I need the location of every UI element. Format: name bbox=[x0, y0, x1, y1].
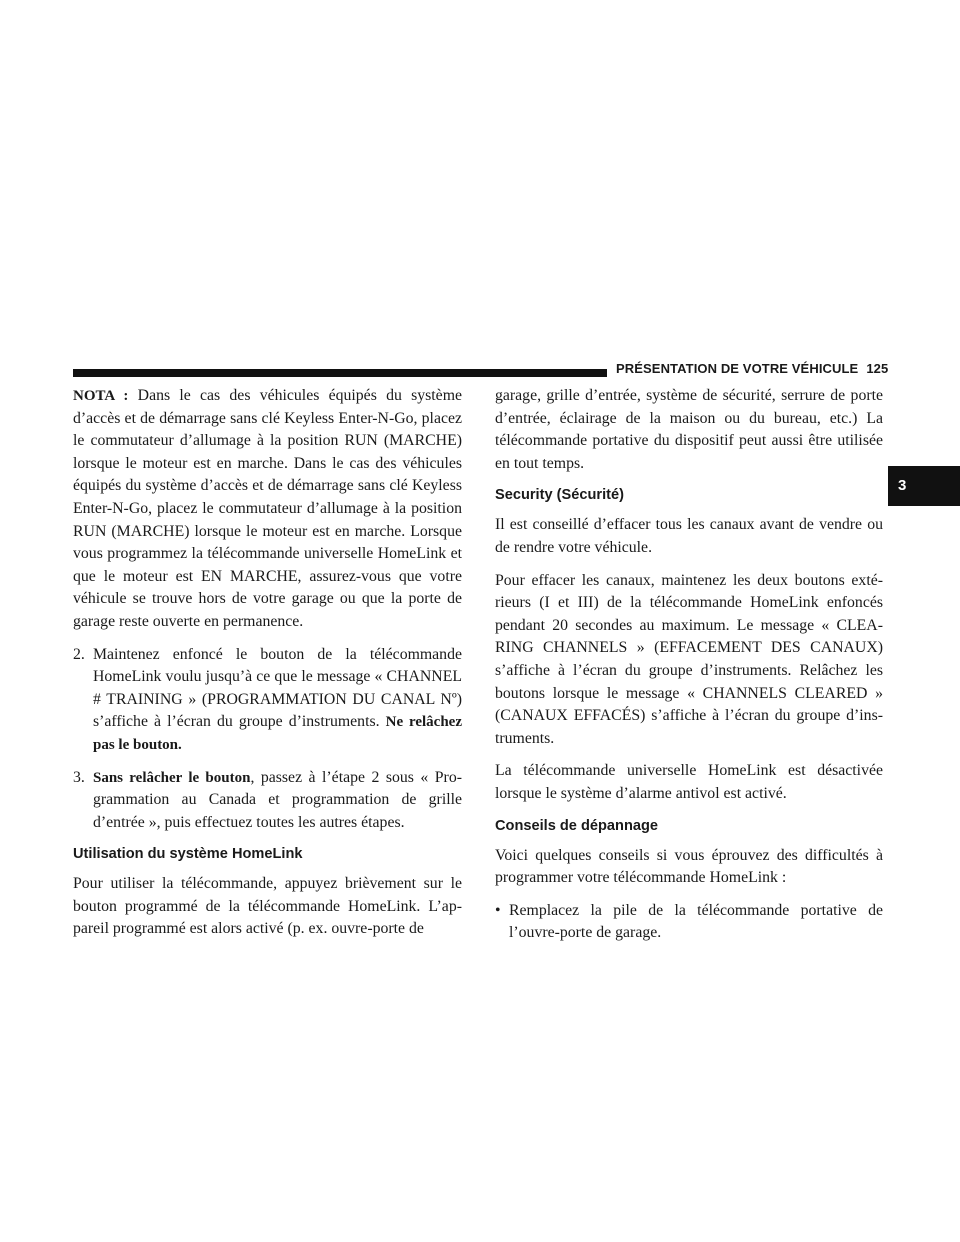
section-title: PRÉSENTATION DE VOTRE VÉHICULE bbox=[616, 361, 859, 376]
nota-text: Dans le cas des véhicules équipés du système d’accès et de démarrage sans clé Keyless Enter-N-Go, placez le commutateur d’allumage à la position RUN (MARCHE) lorsque le moteur est en marche. Dans le cas des véhicules équipés du système d’accès et de démarrage sans clé Keyless Enter-N-Go, placez le commutateur d’allumage à la position RUN (MARCHE) lorsque le moteur est en marche. Lorsque vous programmez la télécommande universelle HomeLink et que le moteur est EN MARCHE, assurez-vous que votre véhicule se trouve hors de votre garage ou que la porte de garage reste ouverte en permanence. bbox=[73, 387, 462, 630]
step-warning: Ne relâchez pas le bouton. bbox=[93, 714, 462, 753]
running-header bbox=[616, 361, 902, 376]
nota-paragraph bbox=[73, 385, 462, 634]
troubleshooting-intro: Voici quelques conseils si vous éprouvez des difficultés à programmer votre télécommande HomeLink : bbox=[495, 846, 883, 887]
chapter-tab bbox=[888, 466, 960, 506]
step-3 bbox=[73, 767, 462, 835]
step-number: 2. bbox=[73, 645, 85, 663]
header-rule bbox=[73, 369, 607, 377]
step-2 bbox=[73, 644, 462, 757]
heading-troubleshooting: Conseils de dépannage bbox=[495, 817, 659, 834]
step-text: Maintenez enfoncé le bouton de la télécommande HomeLink voulu jusqu’à ce que le message « CHANNEL # TRAINING » (PROGRAMMATION DU CANAL Nº) s’affiche à l’écran du groupe d’instruments. bbox=[93, 645, 462, 731]
continued-paragraph: garage, grille d’entrée, système de sécurité, serrure de porte d’entrée, éclairage de la maison ou du bureau, etc.) La télécommande portative du dispositif peut aussi être utilisée en tout temps. bbox=[495, 387, 883, 472]
step-text: , passez à l’étape 2 sous « Programmation au Canada et programmation de grille d’entrée », puis effectuez toutes les autres étapes. bbox=[93, 768, 462, 831]
homelink-usage-paragraph: Pour utiliser la télécommande, appuyez brièvement sur le bouton programmé de la télécommande HomeLink. L’appareil programmé est alors activé (p. ex. ouvre-porte de bbox=[73, 875, 462, 938]
chapter-number: 3 bbox=[898, 477, 907, 494]
security-paragraph: La télécommande universelle HomeLink est désactivée lorsque le système d’alarme antivol est activé. bbox=[495, 762, 883, 802]
page-number: 125 bbox=[866, 361, 889, 376]
step-number: 3. bbox=[73, 768, 85, 786]
troubleshooting-bullet bbox=[495, 900, 883, 945]
step-emphasis: Sans relâcher le bouton bbox=[93, 769, 251, 786]
security-paragraph: Pour effacer les canaux, maintenez les deux boutons extérieurs (I et III) de la télécommande HomeLink enfoncés pendant 20 secondes au maximum. Le message « CLEARING CHANNELS » (EFFACEMENT DES CANAUX) s’affiche à l’écran du groupe d’instruments. Relâchez les boutons lorsque le message « CHANNELS CLEARED » (CANAUX EFFACÉS) s’affiche à l’écran du groupe d’instruments. bbox=[495, 571, 883, 747]
heading-security: Security (Sécurité) bbox=[495, 487, 624, 504]
security-paragraph: Il est conseillé d’effacer tous les canaux avant de vendre ou de rendre votre véhicule. bbox=[495, 516, 883, 556]
right-column bbox=[495, 385, 883, 955]
bullet-marker: • bbox=[495, 901, 501, 919]
bullet-text: Remplacez la pile de la télécommande portative de l’ouvre-porte de garage. bbox=[509, 901, 883, 942]
left-column bbox=[73, 385, 462, 951]
heading-homelink-usage: Utilisation du système HomeLink bbox=[73, 846, 303, 863]
nota-label: NOTA : bbox=[73, 388, 129, 404]
